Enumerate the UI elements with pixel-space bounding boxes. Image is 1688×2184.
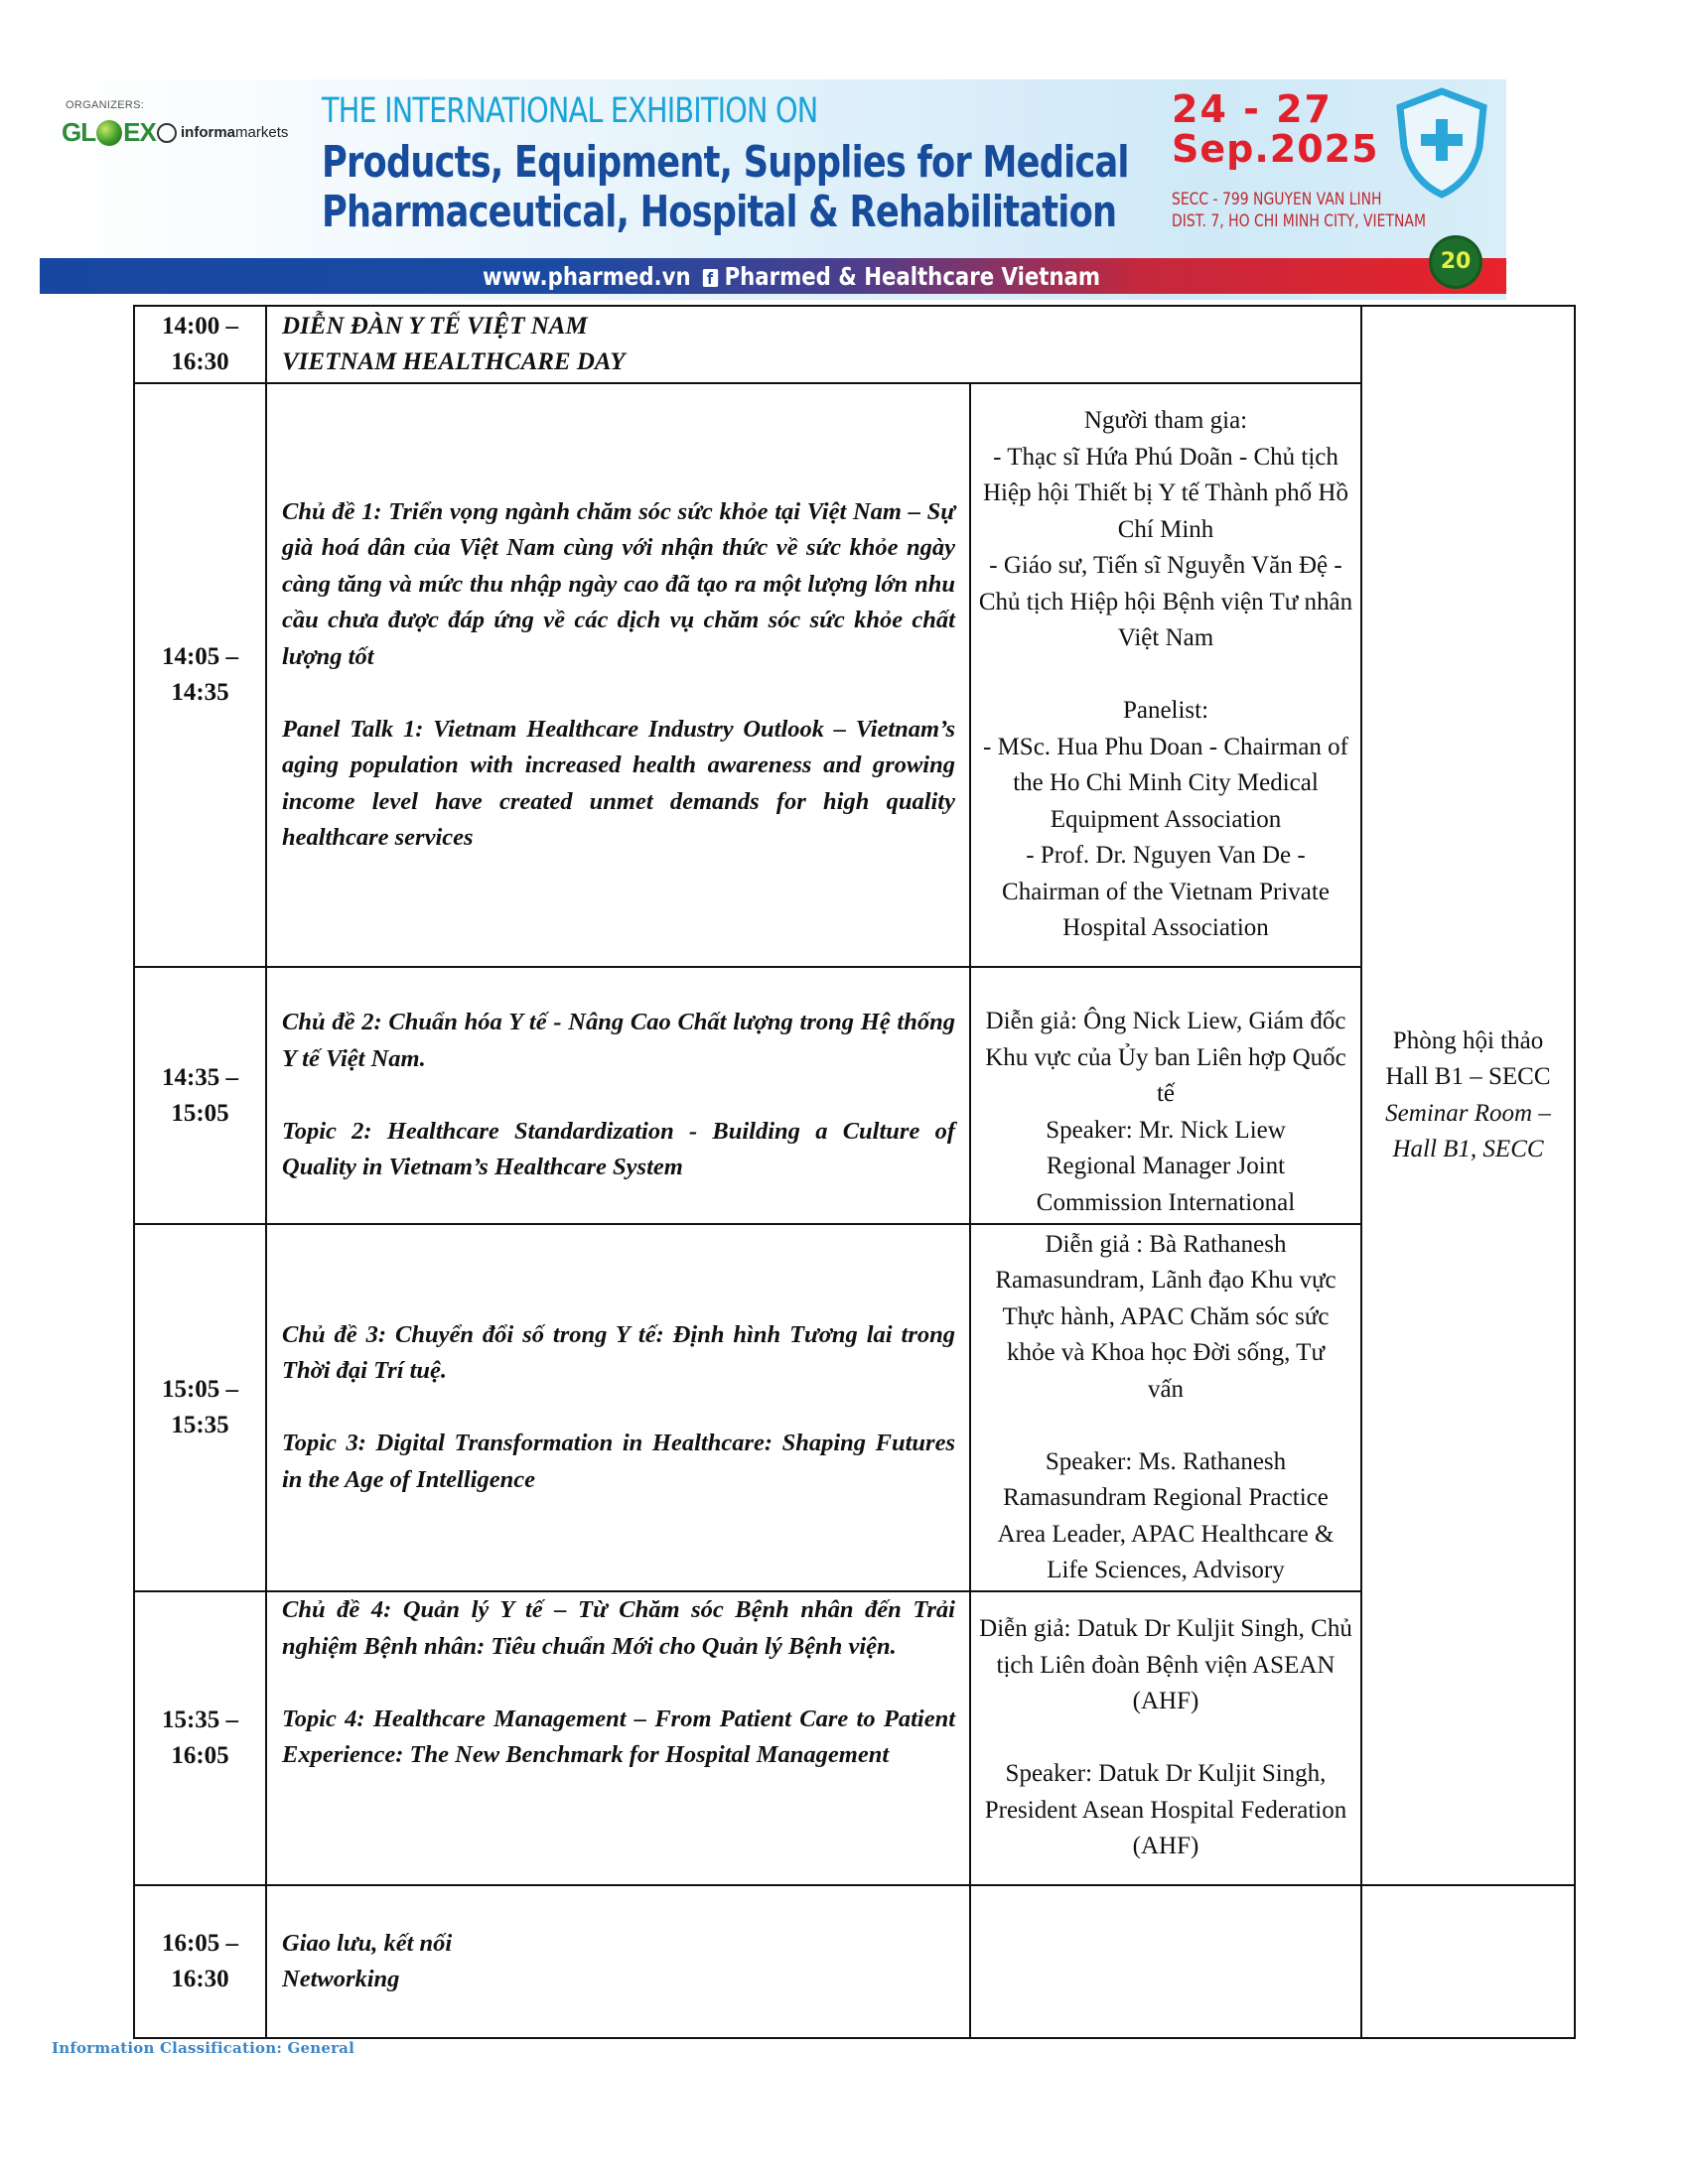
- session-topic-en: Networking: [282, 1966, 400, 1992]
- session-speakers-vi: Diễn giả: Datuk Dr Kuljit Singh, Chủ tịch Liên đoàn Bệnh viện ASEAN (AHF): [979, 1615, 1352, 1715]
- session-speakers-vi: Diễn giả : Bà Rathanesh Ramasundram, Lãnh đạo Khu vực Thực hành, APAC Chăm sóc sức khỏe và Khoa học Đời sống, Tư vấn: [995, 1230, 1336, 1403]
- date-month-year: Sep.2025: [1172, 127, 1379, 171]
- session-1-topic-cell: [265, 382, 971, 968]
- session-topic-vi: Chủ đề 3: Chuyển đổi số trong Y tế: Định hình Tương lai trong Thời đại Trí tuệ.: [282, 1320, 955, 1385]
- gloex-logo: GL EX: [62, 117, 156, 147]
- website-link[interactable]: www.pharmed.vn: [483, 262, 691, 291]
- organizers-label: ORGANIZERS:: [66, 99, 145, 111]
- session-2-speakers-cell: [969, 966, 1362, 1225]
- session-2-time-cell: [133, 966, 267, 1225]
- website-info: [483, 262, 1100, 291]
- session-5-time-cell: [133, 1884, 267, 2039]
- session-topic-vi: Chủ đề 1: Triển vọng ngành chăm sóc sức khỏe tại Việt Nam – Sự già hoá dân của Việt Nam cùng với nhận thức về sức khỏe ngày càng tăng và mức thu nhập ngày cao đã tạo ra một lượng lớn nhu cầu chưa được đáp ứng về các dịch vụ chăm sóc sức khỏe chất lượng tốt: [282, 497, 955, 670]
- session-topic-en: Topic 4: Healthcare Management – From Patient Care to Patient Experience: The New Benchmark for Hospital Management: [282, 1705, 955, 1768]
- session-time: 14:35 – 15:05: [161, 1063, 239, 1127]
- header-title-en: VIETNAM HEALTHCARE DAY: [282, 348, 626, 375]
- edition-badge: 20: [1432, 238, 1479, 286]
- session-time: 16:05 – 16:30: [161, 1930, 239, 1992]
- session-topic-vi: Chủ đề 2: Chuẩn hóa Y tế - Nâng Cao Chất lượng trong Hệ thống Y tế Việt Nam.: [282, 1009, 955, 1072]
- session-2-topic-cell: [265, 966, 971, 1225]
- facebook-page-link[interactable]: Pharmed & Healthcare Vietnam: [724, 262, 1101, 291]
- header-time: 14:00 – 16:30: [161, 313, 239, 375]
- event-dates: [1172, 89, 1379, 169]
- header-title-cell: [265, 305, 1362, 384]
- session-speakers-vi: Người tham gia: - Thạc sĩ Hứa Phú Doãn - Chủ tịch Hiệp hội Thiết bị Y tế Thành phố Hồ Chí Minh - Giáo sư, Tiến sĩ Nguyễn Văn Đệ - Chủ tịch Hiệp hội Bệnh viện Tư nhân Việt Nam: [978, 407, 1353, 652]
- informa-markets-logo: [157, 123, 288, 143]
- session-4-speakers-cell: [969, 1590, 1362, 1886]
- venue-line-2: DIST. 7, HO CHI MINH CITY, VIETNAM: [1172, 211, 1426, 231]
- session-3-topic-cell: [265, 1223, 971, 1592]
- session-speakers-en: Speaker: Mr. Nick Liew Regional Manager Joint Commission International: [1036, 1116, 1296, 1216]
- session-5-venue-cell: [1360, 1884, 1576, 2039]
- informa-logo-light: markets: [235, 124, 289, 141]
- banner-bar: [40, 258, 1506, 294]
- event-venue: [1172, 189, 1426, 232]
- session-1-speakers-cell: [969, 382, 1362, 968]
- session-3-time-cell: [133, 1223, 267, 1592]
- informa-logo-bold: informa: [181, 124, 236, 141]
- session-5-topic-cell: [265, 1884, 971, 2039]
- header-time-cell: [133, 305, 267, 384]
- session-topic-vi: Chủ đề 4: Quản lý Y tế – Từ Chăm sóc Bệnh nhân đến Trải nghiệm Bệnh nhân: Tiêu chuẩn Mới cho Quản lý Bệnh viện.: [282, 1596, 955, 1660]
- session-topic-en: Topic 2: Healthcare Standardization - Building a Culture of Quality in Vietnam’s Healthcare System: [282, 1117, 955, 1181]
- session-speakers-en: Panelist: - MSc. Hua Phu Doan - Chairman of the Ho Chi Minh City Medical Equipment Association - Prof. Dr. Nguyen Van De - Chairman of the Vietnam Private Hospital Association: [983, 697, 1348, 942]
- session-speakers-vi: Diễn giả: Ông Nick Liew, Giám đốc Khu vực của Ủy ban Liên hợp Quốc tế: [985, 1008, 1346, 1107]
- session-topic-en: Topic 3: Digital Transformation in Healthcare: Shaping Futures in the Age of Intelligence: [282, 1430, 955, 1493]
- session-4-time-cell: [133, 1590, 267, 1886]
- medical-shield-icon: [1392, 85, 1491, 200]
- venue-en-line-1: Seminar Room –: [1385, 1099, 1551, 1127]
- event-banner: [40, 79, 1506, 300]
- venue-cell: [1360, 305, 1576, 1886]
- venue-line-1: SECC - 799 NGUYEN VAN LINH: [1172, 190, 1382, 209]
- session-time: 15:35 – 16:05: [161, 1706, 239, 1769]
- venue-vi-line-2: Hall B1 – SECC: [1385, 1063, 1551, 1090]
- informa-ring-icon: [157, 123, 177, 143]
- session-topic-vi: Giao lưu, kết nối: [282, 1929, 453, 1957]
- session-time: 15:05 – 15:35: [161, 1376, 239, 1438]
- facebook-icon: f: [702, 269, 717, 287]
- session-speakers-en: Speaker: Datuk Dr Kuljit Singh, President Asean Hospital Federation (AHF): [984, 1760, 1347, 1860]
- schedule-table: [133, 305, 1576, 2039]
- banner-title-line-2: Products, Equipment, Supplies for Medical: [322, 137, 1129, 188]
- session-topic-en: Panel Talk 1: Vietnam Healthcare Industry Outlook – Vietnam’s aging population with increased health awareness and growing income level have created unmet demands for high quality healthcare services: [282, 715, 955, 851]
- session-4-topic-cell: [265, 1590, 971, 1886]
- session-speakers-en: Speaker: Ms. Rathanesh Ramasundram Regional Practice Area Leader, APAC Healthcare & Life Sciences, Advisory: [997, 1447, 1335, 1583]
- session-3-speakers-cell: [969, 1223, 1362, 1592]
- session-1-time-cell: [133, 382, 267, 968]
- banner-title-line-3: Pharmaceutical, Hospital & Rehabilitation: [322, 187, 1117, 237]
- session-5-speakers-cell: [969, 1884, 1362, 2039]
- date-range: 24 - 27: [1172, 87, 1333, 131]
- venue-vi-line-1: Phòng hội thảo: [1392, 1026, 1544, 1054]
- header-title-vi: DIỄN ĐÀN Y TẾ VIỆT NAM: [282, 312, 588, 340]
- classification-label: Information Classification: General: [52, 2039, 355, 2057]
- venue-en-line-2: Hall B1, SECC: [1392, 1136, 1544, 1162]
- session-time: 14:05 – 14:35: [161, 643, 239, 706]
- globe-icon: [96, 120, 122, 146]
- banner-title-line-1: THE INTERNATIONAL EXHIBITION ON: [322, 91, 818, 131]
